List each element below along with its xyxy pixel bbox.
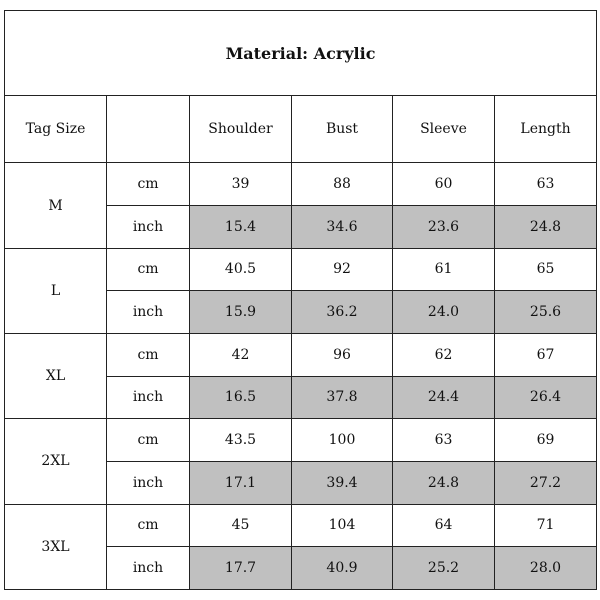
shoulder-inch-value: 17.1 bbox=[190, 461, 292, 504]
unit-label-inch: inch bbox=[107, 206, 190, 249]
unit-label-cm: cm bbox=[107, 248, 190, 291]
bust-cm-value: 88 bbox=[292, 163, 393, 206]
sleeve-cm-value: 63 bbox=[393, 419, 495, 462]
unit-label-inch: inch bbox=[107, 547, 190, 590]
unit-header-blank bbox=[107, 96, 190, 163]
unit-label-cm: cm bbox=[107, 504, 190, 547]
tag-size-header: Tag Size bbox=[5, 96, 107, 163]
tag-size-cell: M bbox=[5, 163, 107, 248]
length-inch-value: 26.4 bbox=[495, 376, 597, 419]
unit-label-inch: inch bbox=[107, 291, 190, 334]
bust-cm-value: 96 bbox=[292, 333, 393, 376]
unit-label-cm: cm bbox=[107, 163, 190, 206]
length-header: Length bbox=[495, 96, 597, 163]
bust-cm-value: 92 bbox=[292, 248, 393, 291]
size-row-cm bbox=[5, 504, 597, 547]
shoulder-cm-value: 43.5 bbox=[190, 419, 292, 462]
unit-label-inch: inch bbox=[107, 461, 190, 504]
size-row-cm bbox=[5, 333, 597, 376]
shoulder-inch-value: 17.7 bbox=[190, 547, 292, 590]
shoulder-cm-value: 42 bbox=[190, 333, 292, 376]
bust-inch-value: 40.9 bbox=[292, 547, 393, 590]
bust-header: Bust bbox=[292, 96, 393, 163]
bust-cm-value: 104 bbox=[292, 504, 393, 547]
size-row-cm bbox=[5, 248, 597, 291]
material-title: Material: Acrylic bbox=[5, 11, 597, 96]
length-inch-value: 25.6 bbox=[495, 291, 597, 334]
length-cm-value: 63 bbox=[495, 163, 597, 206]
shoulder-cm-value: 45 bbox=[190, 504, 292, 547]
unit-label-cm: cm bbox=[107, 333, 190, 376]
length-inch-value: 24.8 bbox=[495, 206, 597, 249]
shoulder-cm-value: 39 bbox=[190, 163, 292, 206]
unit-label-cm: cm bbox=[107, 419, 190, 462]
sleeve-header: Sleeve bbox=[393, 96, 495, 163]
sleeve-inch-value: 24.4 bbox=[393, 376, 495, 419]
shoulder-inch-value: 15.4 bbox=[190, 206, 292, 249]
header-row bbox=[5, 96, 597, 163]
size-row-cm bbox=[5, 419, 597, 462]
sleeve-cm-value: 60 bbox=[393, 163, 495, 206]
size-chart-table bbox=[4, 10, 597, 590]
sleeve-inch-value: 23.6 bbox=[393, 206, 495, 249]
shoulder-inch-value: 16.5 bbox=[190, 376, 292, 419]
tag-size-cell: 3XL bbox=[5, 504, 107, 589]
tag-size-cell: 2XL bbox=[5, 419, 107, 504]
bust-inch-value: 37.8 bbox=[292, 376, 393, 419]
bust-inch-value: 39.4 bbox=[292, 461, 393, 504]
length-cm-value: 65 bbox=[495, 248, 597, 291]
sleeve-inch-value: 25.2 bbox=[393, 547, 495, 590]
length-cm-value: 71 bbox=[495, 504, 597, 547]
bust-inch-value: 36.2 bbox=[292, 291, 393, 334]
length-inch-value: 28.0 bbox=[495, 547, 597, 590]
tag-size-cell: XL bbox=[5, 333, 107, 418]
unit-label-inch: inch bbox=[107, 376, 190, 419]
sleeve-cm-value: 61 bbox=[393, 248, 495, 291]
shoulder-cm-value: 40.5 bbox=[190, 248, 292, 291]
sleeve-cm-value: 62 bbox=[393, 333, 495, 376]
shoulder-header: Shoulder bbox=[190, 96, 292, 163]
bust-cm-value: 100 bbox=[292, 419, 393, 462]
shoulder-inch-value: 15.9 bbox=[190, 291, 292, 334]
length-cm-value: 69 bbox=[495, 419, 597, 462]
length-inch-value: 27.2 bbox=[495, 461, 597, 504]
sleeve-inch-value: 24.8 bbox=[393, 461, 495, 504]
sleeve-cm-value: 64 bbox=[393, 504, 495, 547]
bust-inch-value: 34.6 bbox=[292, 206, 393, 249]
size-row-cm bbox=[5, 163, 597, 206]
sleeve-inch-value: 24.0 bbox=[393, 291, 495, 334]
tag-size-cell: L bbox=[5, 248, 107, 333]
title-row bbox=[5, 11, 597, 96]
length-cm-value: 67 bbox=[495, 333, 597, 376]
